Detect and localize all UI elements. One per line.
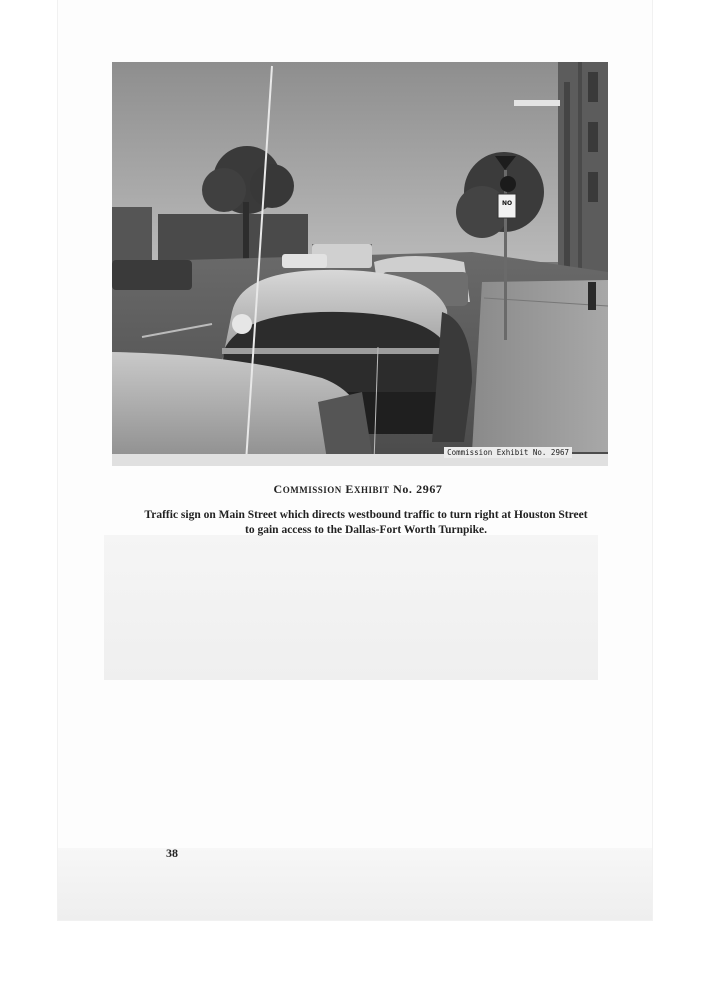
title-initial-c: C (273, 482, 283, 496)
exhibit-photograph (112, 62, 608, 466)
caption-line-1: Traffic sign on Main Street which directs westbound traffic to turn right at Houston Street (144, 509, 588, 521)
sign-text: NO (501, 200, 513, 207)
title-number: No. 2967 (389, 482, 443, 496)
page-bottom-shade (58, 848, 652, 920)
title-initial-e: E (341, 482, 354, 496)
street-scene-image (112, 62, 608, 466)
exhibit-caption (104, 508, 628, 538)
title-word-commission: OMMISSION (282, 485, 342, 495)
exhibit-stamp: Commission Exhibit No. 2967 (444, 447, 572, 458)
title-word-exhibit: XHIBIT (353, 485, 390, 495)
page-number: 38 (166, 846, 178, 860)
caption-line-2: to gain access to the Dallas-Fort Worth Turnpike. (245, 524, 487, 536)
bleed-through-area (104, 535, 598, 680)
exhibit-title (0, 482, 716, 497)
